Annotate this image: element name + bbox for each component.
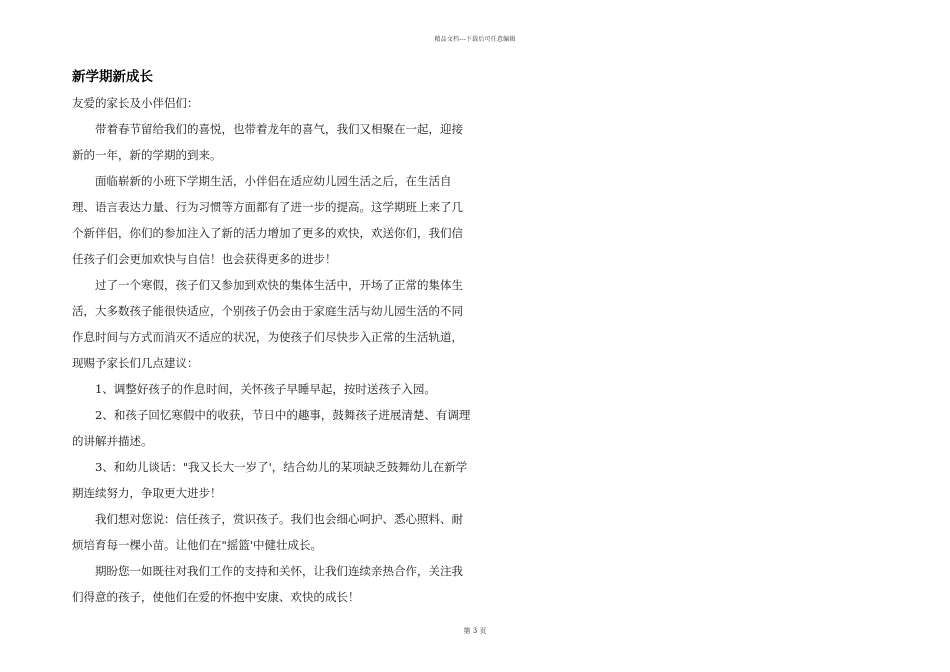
paragraph-intro: 带着春节留给我们的喜悦，也带着龙年的喜气，我们又相聚在一起，迎接新的一年，新的学期的到来。 (72, 122, 463, 162)
paragraph-new-semester: 面临崭新的小班下学期生活，小伴侣在适应幼儿园生活之后，在生活自理、语言表达力量、行为习惯等方面都有了进一步的提高。这学期班上来了几个新伴侣，你们的参加注入了新的活力增加了更多的欢快，欢送你们，我们信任孩子们会更加欢快与自信！也会获得更多的进步！ (72, 174, 463, 266)
greeting-line: 友爱的家长及小伴侣们： (72, 96, 199, 110)
paragraph-trust: 我们想对您说：信任孩子，赏识孩子。我们也会细心呵护、悉心照料、耐烦培育每一棵小苗。让他们在"摇篮'中健壮成长。 (72, 512, 463, 552)
page-number: 第 3 页 (463, 627, 487, 635)
suggestion-1: 1、调整好孩子的作息时间，关怀孩子早睡早起，按时送孩子入园。 (95, 382, 436, 396)
document-title: 新学期新成长 (72, 69, 153, 85)
suggestion-2: 2、和孩子回忆寒假中的收获，节日中的趣事，鼓舞孩子进展清楚、有调理的讲解并描述。 (72, 408, 471, 448)
suggestion-3: 3、和幼儿谈话："我又长大一岁了'，结合幼儿的某项缺乏鼓舞幼儿在新学期连续努力，争取更大进步！ (72, 460, 468, 500)
document-body (72, 90, 472, 610)
paragraph-after-holiday: 过了一个寒假，孩子们又参加到欢快的集体生活中，开场了正常的集体生活，大多数孩子能很快适应，个别孩子仍会由于家庭生活与幼儿园生活的不同作息时间与方式而消灭不适应的状况，为使孩子们尽快步入正常的生活轨道，现赐予家长们几点建议： (72, 278, 463, 370)
paragraph-closing: 期盼您一如既往对我们工作的支持和关怀，让我们连续亲热合作，关注我们得意的孩子，使他们在爱的怀抱中安康、欢快的成长！ (72, 564, 463, 604)
page-header: 精品文档---下载后可任意编辑 (434, 36, 516, 43)
